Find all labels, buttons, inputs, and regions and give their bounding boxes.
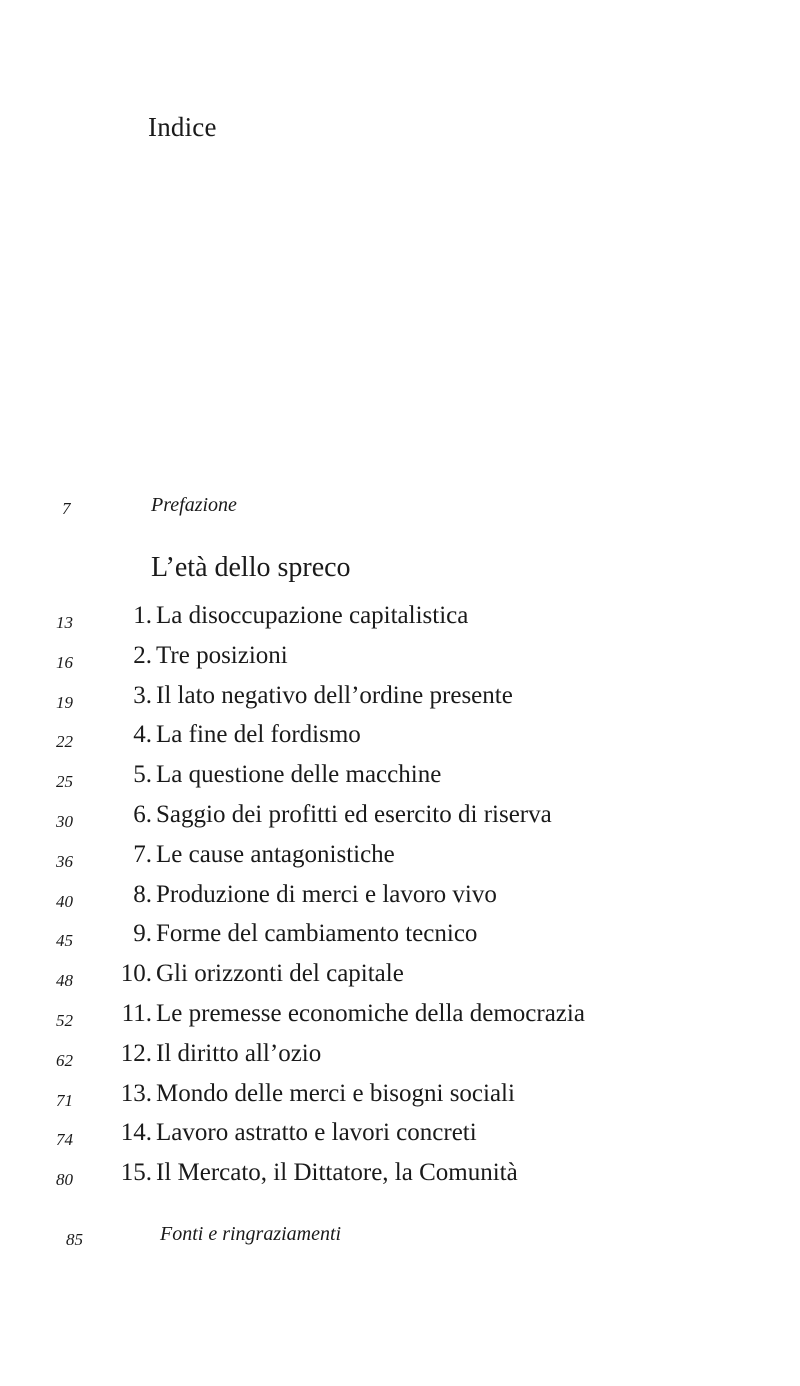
chapter-number: 4.: [133, 721, 152, 749]
toc-entry[interactable]: [0, 1117, 800, 1157]
chapter-title: La disoccupazione capitalistica: [156, 602, 469, 629]
chapter-title: Le cause antagonistiche: [156, 840, 395, 868]
page-number: 36: [56, 851, 73, 871]
chapter-title: La fine del fordismo: [156, 721, 361, 749]
chapter-title: Le premesse economiche della democrazia: [156, 999, 585, 1027]
page-number: 71: [56, 1090, 73, 1110]
chapter-number: 1.: [133, 602, 152, 629]
chapter-title: Il diritto all’ozio: [156, 1039, 322, 1067]
toc-entry[interactable]: [0, 1078, 800, 1118]
chapter-number: 14.: [120, 1119, 152, 1147]
chapter-number: 3.: [133, 681, 152, 709]
chapter-title: Gli orizzonti del capitale: [156, 960, 404, 988]
chapter-number: 2.: [133, 641, 152, 669]
chapter-title: Produzione di merci e lavoro vivo: [156, 880, 497, 908]
chapter-number: 15.: [120, 1159, 152, 1187]
toc-entry-acknowledgements[interactable]: [0, 1218, 800, 1252]
page-number: 80: [56, 1170, 73, 1190]
toc-entry[interactable]: [0, 998, 800, 1038]
toc-entry[interactable]: [0, 879, 800, 919]
chapter-title: La questione delle macchine: [156, 761, 442, 789]
chapter-number: 10.: [120, 960, 152, 988]
page-number: 13: [56, 613, 73, 632]
chapter-number: 12.: [120, 1039, 152, 1067]
page-number: 22: [56, 732, 73, 752]
page-number: 19: [56, 692, 73, 712]
chapter-title: Lavoro astratto e lavori concreti: [156, 1119, 477, 1147]
page-number: 74: [56, 1130, 73, 1150]
chapter-title: Tre posizioni: [156, 641, 288, 669]
section-title: L’età dello spreco: [151, 552, 351, 583]
chapter-number: 6.: [133, 800, 152, 828]
toc-entry[interactable]: [0, 839, 800, 879]
toc-entry[interactable]: [0, 759, 800, 799]
chapter-title: Mondo delle merci e bisogni sociali: [156, 1079, 515, 1107]
chapter-number: 11.: [121, 999, 152, 1027]
entry-title: Fonti e ringraziamenti: [160, 1223, 342, 1245]
toc-entry[interactable]: [0, 640, 800, 680]
chapter-number: 7.: [133, 840, 152, 868]
page-number: 16: [56, 652, 73, 672]
page-number: 62: [56, 1050, 73, 1070]
table-of-contents: [0, 600, 800, 1197]
page-number: 52: [56, 1010, 73, 1030]
toc-entry[interactable]: [0, 799, 800, 839]
chapter-number: 9.: [133, 920, 152, 948]
page-number: 40: [56, 891, 73, 911]
page-title: Indice: [148, 112, 217, 142]
toc-entry-preface[interactable]: [0, 488, 800, 522]
chapter-number: 8.: [133, 880, 152, 908]
page-number: 85: [66, 1230, 83, 1249]
page-number: 25: [56, 772, 73, 792]
page-number: 30: [56, 811, 73, 831]
chapter-title: Il Mercato, il Dittatore, la Comunità: [156, 1159, 518, 1187]
chapter-title: Saggio dei profitti ed esercito di riserva: [156, 800, 552, 828]
page-number: 48: [56, 971, 73, 991]
toc-entry[interactable]: [0, 1038, 800, 1078]
toc-entry[interactable]: [0, 918, 800, 958]
page-number: 45: [56, 931, 73, 951]
entry-title: Prefazione: [151, 494, 237, 516]
page-number: 7: [62, 499, 71, 518]
toc-entry[interactable]: [0, 719, 800, 759]
toc-entry[interactable]: [0, 1157, 800, 1197]
chapter-number: 13.: [120, 1079, 152, 1107]
toc-entry[interactable]: [0, 680, 800, 720]
toc-entry[interactable]: [0, 600, 800, 640]
toc-entry[interactable]: [0, 958, 800, 998]
chapter-title: Forme del cambiamento tecnico: [156, 920, 478, 948]
chapter-number: 5.: [133, 761, 152, 789]
chapter-title: Il lato negativo dell’ordine presente: [156, 681, 513, 709]
